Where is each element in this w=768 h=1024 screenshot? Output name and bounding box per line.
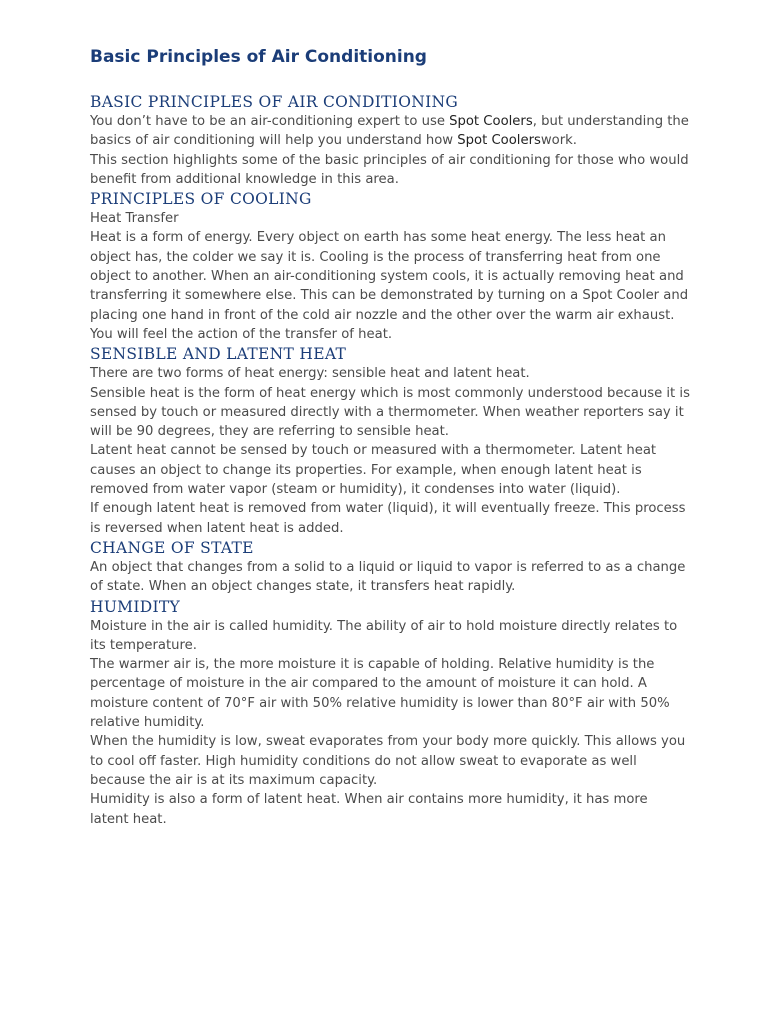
paragraph: Heat is a form of energy. Every object on earth has some heat energy. The less heat an object has, the colder we say it is. Cooling is the process of transferring heat from one object to another. When an air-conditioning system cools, it is actually removing heat and transferring it somewhere else. This can be demonstrated by turning on a Spot Cooler and placing one hand in front of the cold air nozzle and the other over the warm air exhaust. You will feel the action of the transfer of heat. (90, 230, 689, 342)
section-principles-of-cooling (90, 189, 690, 344)
section-heading: SENSIBLE AND LATENT HEAT (90, 345, 347, 364)
paragraph: Latent heat cannot be sensed by touch or measured with a thermometer. Latent heat causes an object to change its properties. For example, when enough latent heat is removed from water vapor (steam or humidity), it condenses into water (liquid). (90, 443, 657, 498)
section-heading: CHANGE OF STATE (90, 538, 254, 557)
document-body (90, 92, 690, 829)
paragraph: There are two forms of heat energy: sensible heat and latent heat. (90, 366, 530, 382)
spot-coolers-link[interactable]: Spot Coolers (457, 133, 541, 149)
paragraph: An object that changes from a solid to a liquid or liquid to vapor is referred to as a change of state. When an object changes state, it transfers heat rapidly. (90, 559, 686, 595)
section-heading: BASIC PRINCIPLES OF AIR CONDITIONING (90, 93, 459, 111)
section-sensible-and-latent-heat (90, 344, 690, 538)
paragraph: This section highlights some of the basic principles of air conditioning for those who would benefit from additional knowledge in this area. (90, 152, 689, 187)
subheading: Heat Transfer (90, 211, 179, 227)
document-title: Basic Principles of Air Conditioning (90, 47, 427, 67)
paragraph: If enough latent heat is removed from water (liquid), it will eventually freeze. This process is reversed when latent heat is added. (90, 501, 686, 536)
paragraph (90, 112, 690, 151)
section-heading: PRINCIPLES OF COOLING (90, 190, 312, 209)
paragraph-text: , but understanding the basics of air conditioning will help you understand how (90, 114, 689, 149)
section-basic-principles (90, 92, 690, 189)
paragraph: The warmer air is, the more moisture it is capable of holding. Relative humidity is the percentage of moisture in the air compared to the amount of moisture it can hold. A moisture content of 70°F air with 50% relative humidity is lower than 80°F air with 50% relative humidity. (90, 657, 670, 731)
paragraph: When the humidity is low, sweat evaporates from your body more quickly. This allows you to cool off faster. High humidity conditions do not allow sweat to evaporate as well because the air is at its maximum capacity. (90, 734, 686, 788)
paragraph-text: work. (540, 133, 577, 149)
paragraph: Humidity is also a form of latent heat. When air contains more humidity, it has more latent heat. (90, 792, 648, 827)
paragraph: Moisture in the air is called humidity. The ability of air to hold moisture directly relates to its temperature. (90, 618, 678, 653)
paragraph-text: You don’t have to be an air-conditioning expert to use (90, 114, 450, 129)
section-change-of-state (90, 538, 690, 597)
spot-coolers-link[interactable]: Spot Coolers (449, 114, 533, 129)
section-heading: HUMIDITY (90, 597, 181, 616)
section-humidity (90, 597, 690, 829)
paragraph: Sensible heat is the form of heat energy which is most commonly understood because it is sensed by touch or measured directly with a thermometer. When weather reporters say it will be 90 degrees, they are referring to sensible heat. (90, 385, 690, 440)
